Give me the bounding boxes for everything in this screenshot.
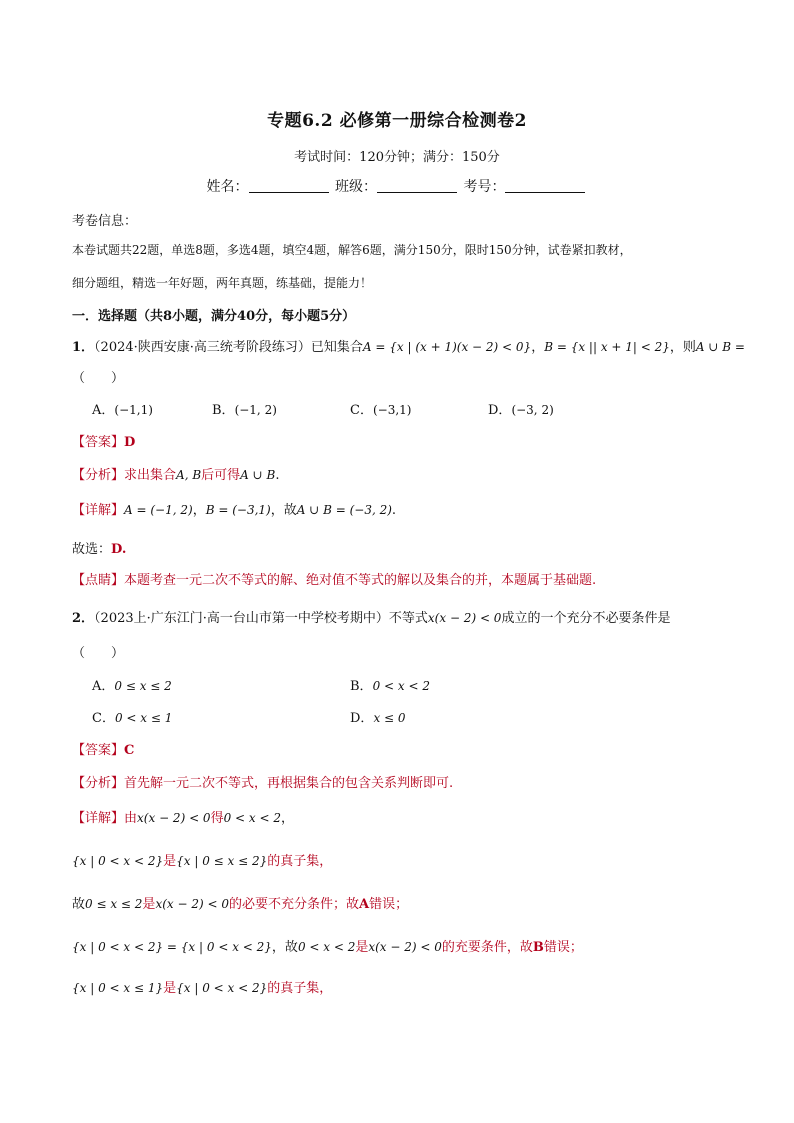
option-label: C． xyxy=(350,403,373,418)
option-label: D． xyxy=(350,711,374,726)
option-value: 0 < x < 2 xyxy=(372,679,430,693)
q1-option-c[interactable] xyxy=(350,399,411,418)
step-text: 的必要不充分条件；故 xyxy=(228,897,359,912)
class-field[interactable] xyxy=(377,178,457,193)
q2-paren: （ ） xyxy=(72,646,125,661)
comment-tag: 【点睛】 xyxy=(72,573,125,588)
q1-option-b[interactable] xyxy=(212,399,277,418)
q2-ask: 成立的一个充分不必要条件是 xyxy=(501,611,671,626)
step-text: 是 xyxy=(163,854,177,869)
option-value: 0 ≤ x ≤ 2 xyxy=(114,679,172,693)
analysis-tag: 【分析】 xyxy=(72,468,125,483)
option-value: (−3,1) xyxy=(372,403,412,417)
step-letter: B xyxy=(532,940,544,955)
analysis-math: A, B xyxy=(176,468,202,482)
answer-value: C xyxy=(124,743,135,758)
step-text: 是 xyxy=(355,940,369,955)
option-label: B． xyxy=(350,679,373,694)
step-text: 的充要条件，故 xyxy=(441,940,533,955)
detail-math: x(x − 2) < 0 xyxy=(137,811,211,825)
option-label: A． xyxy=(92,679,115,694)
page-title: 专题6.2 必修第一册综合检测卷2 xyxy=(267,111,527,131)
detail-math: 0 < x < 2 xyxy=(223,811,281,825)
q2-option-c[interactable] xyxy=(92,707,172,726)
detail-end: . xyxy=(391,503,397,518)
comment-text: 本题考查一元二次不等式的解、绝对值不等式的解以及集合的并，本题属于基础题. xyxy=(124,573,597,588)
name-field[interactable] xyxy=(249,178,329,193)
detail-end: ， xyxy=(281,811,295,826)
q2-step-3 xyxy=(72,936,732,955)
q1-answer xyxy=(72,431,732,450)
q1-ask: A ∪ B = xyxy=(695,340,745,354)
q2-option-b[interactable] xyxy=(350,675,430,694)
class-label: 班级： xyxy=(335,179,377,195)
step-math: {x | 0 < x ≤ 1} xyxy=(72,981,164,995)
q1-comment xyxy=(72,569,732,588)
info-line-1: 本卷试题共22题，单选8题，多选4题，填空4题，解答6题，满分150分，限时150分钟，试卷紧扣教材， xyxy=(72,243,632,257)
q1-choose xyxy=(72,538,732,557)
answer-tag: 【答案】 xyxy=(72,435,125,450)
analysis-end: . xyxy=(275,468,280,483)
q2-answer xyxy=(72,739,732,758)
step-text: 错误； xyxy=(369,897,409,912)
analysis-text: 求出集合 xyxy=(124,468,177,483)
option-label: B． xyxy=(212,403,235,418)
q2-option-d[interactable] xyxy=(350,707,406,726)
step-text: 错误； xyxy=(543,940,583,955)
analysis-text: 首先解一元二次不等式，再根据集合的包含关系判断即可. xyxy=(124,776,454,791)
choose-value: D. xyxy=(111,542,127,557)
q1-set-b: B = {x || x + 1| < 2} xyxy=(544,340,670,354)
answer-tag: 【答案】 xyxy=(72,743,125,758)
option-value: (−3, 2) xyxy=(511,403,554,417)
step-text: 是 xyxy=(142,897,156,912)
step-text: ，故 xyxy=(271,940,298,955)
step-math: {x | 0 < x < 2} xyxy=(72,854,164,868)
option-label: A． xyxy=(92,403,115,418)
q1-ask-pre: ，则 xyxy=(669,340,696,355)
number-field[interactable] xyxy=(505,178,585,193)
step-text: 的真子集， xyxy=(267,981,333,996)
option-label: C． xyxy=(92,711,115,726)
q2-option-a[interactable] xyxy=(92,675,172,694)
q2-step-2 xyxy=(72,893,732,912)
q1-number: 1． xyxy=(72,340,95,355)
q1-paren: （ ） xyxy=(72,371,125,386)
choose-text: 故选： xyxy=(72,542,112,557)
step-text: 是 xyxy=(163,981,177,996)
step-text: 故 xyxy=(72,897,86,912)
step-math: {x | 0 < x < 2} xyxy=(176,981,268,995)
step-letter: A xyxy=(359,897,370,912)
option-label: D． xyxy=(488,403,512,418)
number-label: 考号： xyxy=(463,179,506,195)
step-math: x(x − 2) < 0 xyxy=(155,897,229,911)
info-heading: 考卷信息： xyxy=(72,214,138,229)
q2-ineq: x(x − 2) < 0 xyxy=(427,611,502,625)
detail-text: 由 xyxy=(124,811,138,826)
analysis-tag: 【分析】 xyxy=(72,776,125,791)
q2-source: （2023上·广东江门·高一台山市第一中学校考期中）不等式 xyxy=(94,611,428,626)
detail-math: A ∪ B = (−3, 2) xyxy=(296,503,392,517)
option-value: (−1, 2) xyxy=(234,403,277,417)
q2-detail xyxy=(72,807,732,826)
detail-math: A = (−1, 2) xyxy=(124,503,193,517)
step-math: 0 < x < 2 xyxy=(297,940,356,954)
section-heading: 一．选择题（共8小题，满分40分，每小题5分） xyxy=(72,309,356,324)
q1-analysis xyxy=(72,464,732,483)
q2-analysis xyxy=(72,772,732,791)
info-line-2: 细分题组，精选一年好题，两年真题，练基础，提能力！ xyxy=(72,276,373,290)
analysis-text: 后可得 xyxy=(201,468,241,483)
step-math: 0 ≤ x ≤ 2 xyxy=(85,897,143,911)
q2-number: 2． xyxy=(72,611,95,626)
detail-tag: 【详解】 xyxy=(72,503,125,518)
option-value: 0 < x ≤ 1 xyxy=(114,711,173,725)
q1-stem xyxy=(72,336,745,355)
q2-stem xyxy=(72,607,732,626)
q2-step-1 xyxy=(72,850,732,869)
step-math: x(x − 2) < 0 xyxy=(368,940,442,954)
q1-set-a: A = {x | (x + 1)(x − 2) < 0} xyxy=(362,340,532,354)
name-label: 姓名： xyxy=(206,179,249,195)
q2-step-4 xyxy=(72,977,732,996)
step-math: {x | 0 ≤ x ≤ 2} xyxy=(176,854,268,868)
q1-detail xyxy=(72,499,732,518)
option-value: x ≤ 0 xyxy=(373,711,406,725)
analysis-math: A ∪ B xyxy=(240,468,276,482)
exam-time: 考试时间：120分钟；满分：150分 xyxy=(294,150,500,165)
answer-value: D xyxy=(124,435,136,450)
q1-option-d[interactable] xyxy=(488,399,554,418)
detail-math: B = (−3,1) xyxy=(205,503,271,517)
q1-option-a[interactable] xyxy=(92,399,153,418)
detail-text: ，故 xyxy=(270,503,297,518)
step-text: 的真子集， xyxy=(267,854,333,869)
detail-tag: 【详解】 xyxy=(72,811,125,826)
detail-sep: ， xyxy=(192,503,206,518)
step-math: {x | 0 < x < 2} = {x | 0 < x < 2} xyxy=(72,940,272,954)
detail-text: 得 xyxy=(210,811,224,826)
q1-source: （2024·陕西安康·高三统考阶段练习）已知集合 xyxy=(94,340,363,355)
q1-sep: ， xyxy=(531,340,545,355)
option-value: (−1,1) xyxy=(114,403,153,417)
student-info-row xyxy=(0,176,794,196)
